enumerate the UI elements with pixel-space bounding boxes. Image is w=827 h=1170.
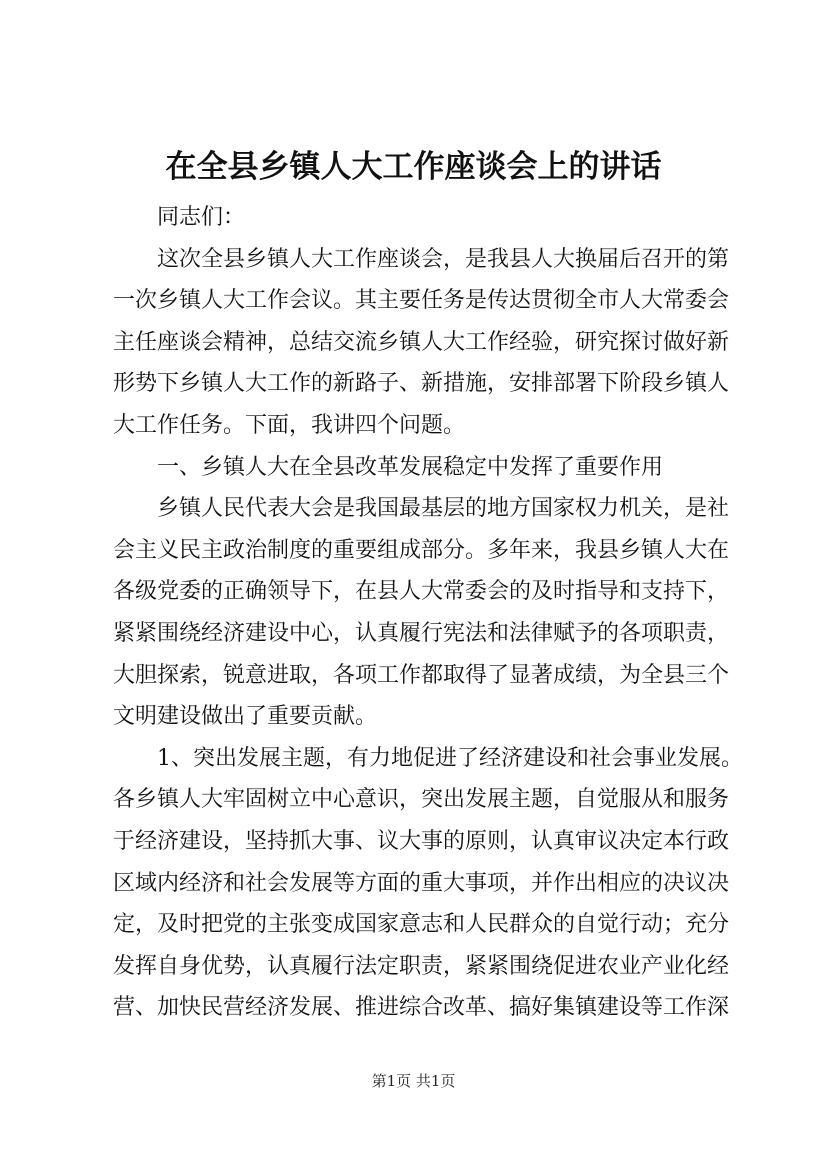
paragraph-line: 定，及时把党的主张变成国家意志和人民群众的自觉行动；充分 (113, 912, 730, 938)
paragraph-line: 文明建设做出了重要贡献。 (113, 704, 378, 730)
paragraph-line: 会主义民主政治制度的重要组成部分。多年来，我县乡镇人大在 (113, 537, 730, 563)
subsection-heading: 1、突出发展主题，有力地促进了经济建设和社会事业发展。 (157, 745, 743, 771)
paragraph-line: 于经济建设，坚持抓大事、议大事的原则，认真审议决定本行政 (113, 828, 730, 854)
section-heading: 一、乡镇人大在全县改革发展稳定中发挥了重要作用 (157, 454, 664, 480)
paragraph-line: 这次全县乡镇人大工作座谈会，是我县人大换届后召开的第 (157, 246, 730, 272)
paragraph-line: 紧紧围绕经济建设中心，认真履行宪法和法律赋予的各项职责， (113, 620, 730, 646)
paragraph-line: 各级党委的正确领导下，在县人大常委会的及时指导和支持下， (113, 579, 730, 605)
paragraph-line: 营、加快民营经济发展、推进综合改革、搞好集镇建设等工作深 (113, 995, 730, 1021)
paragraph-line: 一次乡镇人大工作会议。其主要任务是传达贯彻全市人大常委会 (113, 288, 730, 314)
document-body (113, 197, 771, 1029)
paragraph-line: 大胆探索，锐意进取，各项工作都取得了显著成绩，为全县三个 (113, 662, 730, 688)
paragraph-line: 区域内经济和社会发展等方面的重大事项，并作出相应的决议决 (113, 870, 730, 896)
paragraph-line: 发挥自身优势，认真履行法定职责，紧紧围绕促进农业产业化经 (113, 953, 730, 979)
paragraph-line: 形势下乡镇人大工作的新路子、新措施，安排部署下阶段乡镇人 (113, 371, 730, 397)
paragraph-line: 主任座谈会精神，总结交流乡镇人大工作经验，研究探讨做好新 (113, 329, 730, 355)
paragraph-line: 各乡镇人大牢固树立中心意识，突出发展主题，自觉服从和服务 (113, 787, 730, 813)
salutation-line: 同志们： (157, 205, 246, 230)
paragraph-line: 乡镇人民代表大会是我国最基层的地方国家权力机关，是社 (157, 496, 730, 522)
paragraph-line: 大工作任务。下面，我讲四个问题。 (113, 412, 466, 438)
page-title: 在全县乡镇人大工作座谈会上的讲话 (165, 149, 662, 185)
page-footer: 第1页 共1页 (371, 1072, 456, 1090)
